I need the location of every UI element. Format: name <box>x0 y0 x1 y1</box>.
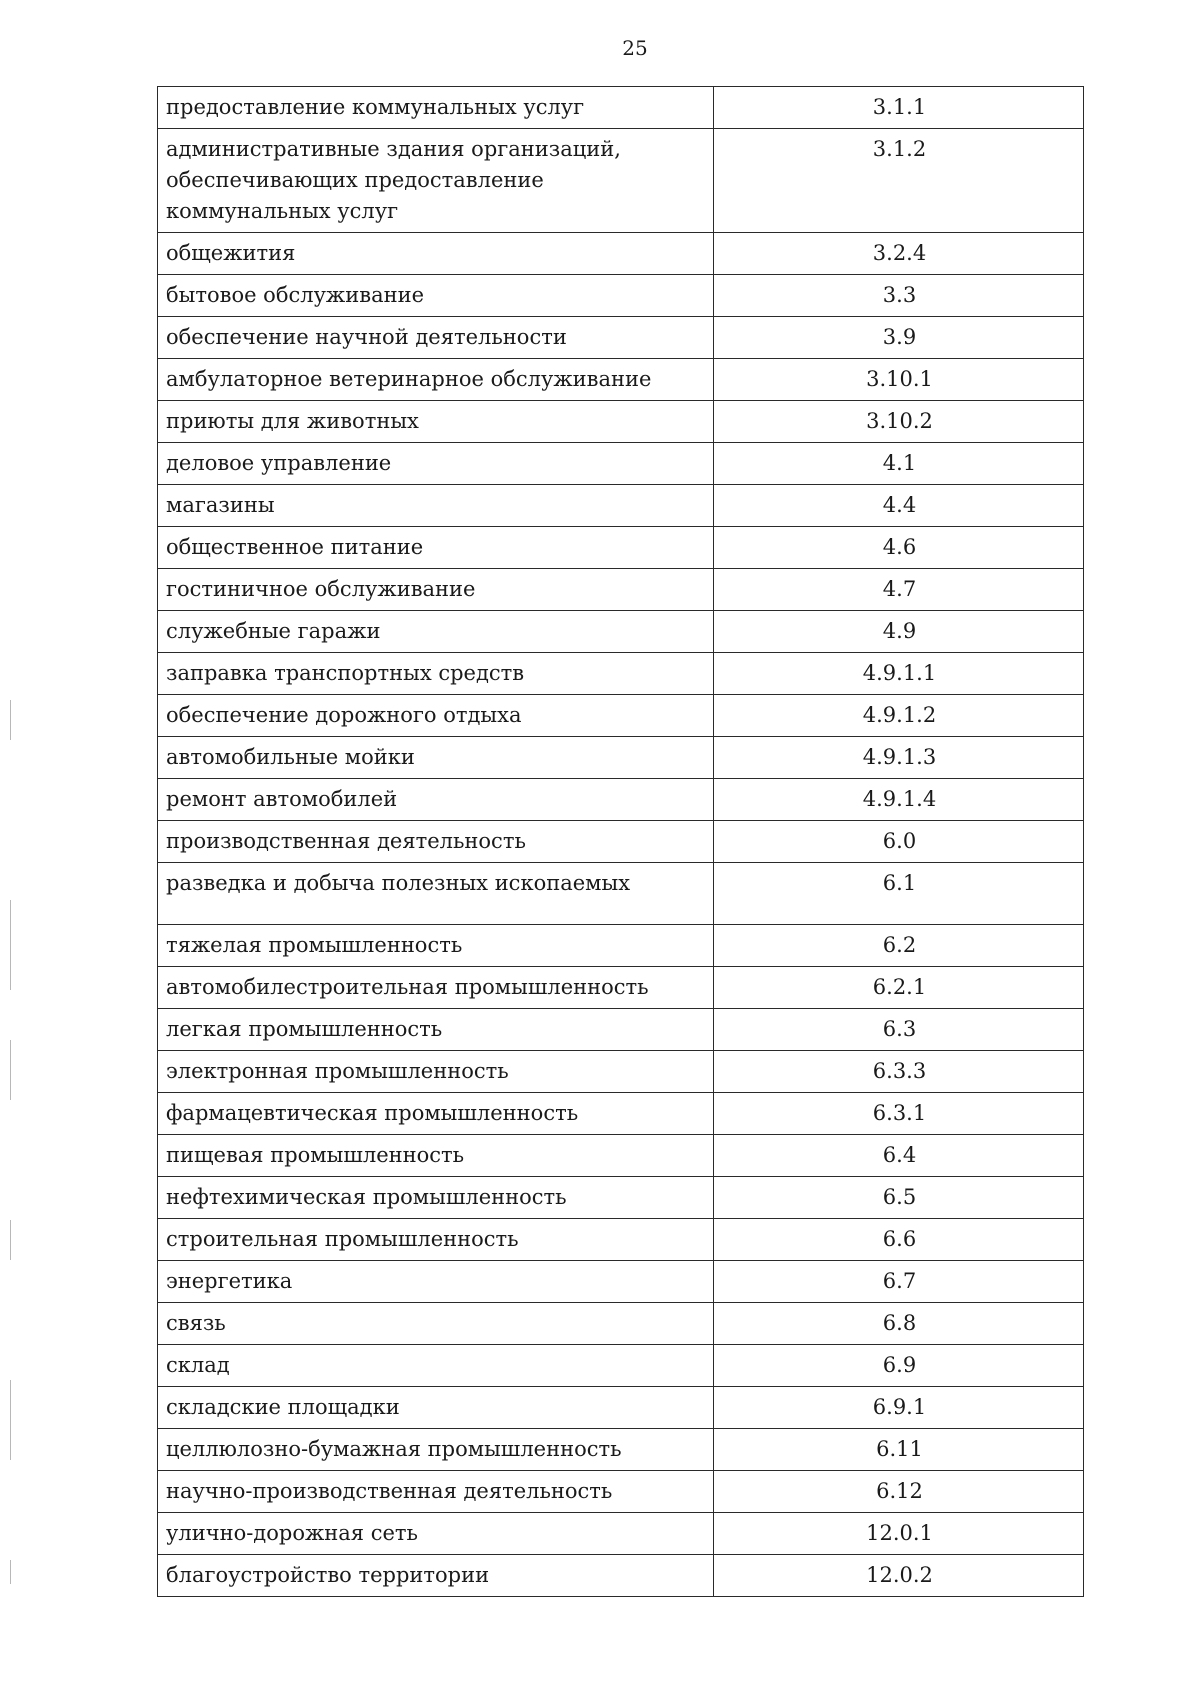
land-use-code-cell: 6.4 <box>714 1135 1084 1177</box>
land-use-type-cell: гостиничное обслуживание <box>158 569 714 611</box>
land-use-code-cell: 3.10.1 <box>714 359 1084 401</box>
land-use-table <box>157 86 1084 1597</box>
table-row <box>158 1219 1084 1261</box>
table-row <box>158 401 1084 443</box>
land-use-type-cell: служебные гаражи <box>158 611 714 653</box>
land-use-code-cell: 6.3 <box>714 1009 1084 1051</box>
land-use-type-cell: автомобилестроительная промышленность <box>158 967 714 1009</box>
table-row <box>158 695 1084 737</box>
table-row <box>158 967 1084 1009</box>
land-use-type-cell: обеспечение дорожного отдыха <box>158 695 714 737</box>
land-use-type-cell: приюты для животных <box>158 401 714 443</box>
land-use-type-cell: нефтехимическая промышленность <box>158 1177 714 1219</box>
land-use-type-cell: обеспечение научной деятельности <box>158 317 714 359</box>
land-use-code-cell: 3.9 <box>714 317 1084 359</box>
table-row <box>158 1429 1084 1471</box>
table-row <box>158 443 1084 485</box>
land-use-code-cell: 12.0.2 <box>714 1555 1084 1597</box>
land-use-code-cell: 3.2.4 <box>714 233 1084 275</box>
land-use-code-cell: 4.6 <box>714 527 1084 569</box>
land-use-code-cell: 6.2.1 <box>714 967 1084 1009</box>
table-row <box>158 1303 1084 1345</box>
table-row <box>158 925 1084 967</box>
land-use-type-cell: деловое управление <box>158 443 714 485</box>
land-use-type-cell: пищевая промышленность <box>158 1135 714 1177</box>
land-use-code-cell: 6.2 <box>714 925 1084 967</box>
land-use-type-cell: легкая промышленность <box>158 1009 714 1051</box>
land-use-code-cell: 6.9 <box>714 1345 1084 1387</box>
table-row <box>158 1051 1084 1093</box>
land-use-code-cell: 4.9.1.1 <box>714 653 1084 695</box>
table-row <box>158 1135 1084 1177</box>
table-row <box>158 233 1084 275</box>
land-use-code-cell: 4.9.1.4 <box>714 779 1084 821</box>
table-row <box>158 129 1084 233</box>
land-use-code-cell: 6.8 <box>714 1303 1084 1345</box>
land-use-code-cell: 3.10.2 <box>714 401 1084 443</box>
table-row <box>158 87 1084 129</box>
table-body <box>158 87 1084 1597</box>
land-use-code-cell: 6.7 <box>714 1261 1084 1303</box>
land-use-type-cell: складские площадки <box>158 1387 714 1429</box>
table-row <box>158 821 1084 863</box>
land-use-type-cell: автомобильные мойки <box>158 737 714 779</box>
land-use-type-cell: энергетика <box>158 1261 714 1303</box>
table-row <box>158 485 1084 527</box>
land-use-code-cell: 3.3 <box>714 275 1084 317</box>
table-row <box>158 1471 1084 1513</box>
table-row <box>158 1177 1084 1219</box>
land-use-type-cell: общественное питание <box>158 527 714 569</box>
land-use-type-cell: амбулаторное ветеринарное обслуживание <box>158 359 714 401</box>
table-row <box>158 1261 1084 1303</box>
table-row <box>158 1093 1084 1135</box>
table-row <box>158 779 1084 821</box>
table-row <box>158 1345 1084 1387</box>
land-use-type-cell: ремонт автомобилей <box>158 779 714 821</box>
land-use-type-cell: предоставление коммунальных услуг <box>158 87 714 129</box>
land-use-code-cell: 6.0 <box>714 821 1084 863</box>
table-row <box>158 1555 1084 1597</box>
table-row <box>158 1009 1084 1051</box>
land-use-type-cell: фармацевтическая промышленность <box>158 1093 714 1135</box>
land-use-code-cell: 4.9 <box>714 611 1084 653</box>
table-row <box>158 275 1084 317</box>
table-row <box>158 569 1084 611</box>
land-use-type-cell: административные здания организаций, обеспечивающих предоставление коммунальных услуг <box>158 129 714 233</box>
land-use-code-cell: 12.0.1 <box>714 1513 1084 1555</box>
land-use-code-cell: 4.9.1.3 <box>714 737 1084 779</box>
land-use-type-cell: производственная деятельность <box>158 821 714 863</box>
land-use-type-cell: целлюлозно-бумажная промышленность <box>158 1429 714 1471</box>
land-use-code-cell: 6.6 <box>714 1219 1084 1261</box>
table-row <box>158 1387 1084 1429</box>
land-use-type-cell: разведка и добыча полезных ископаемых <box>158 863 714 925</box>
land-use-code-cell: 6.11 <box>714 1429 1084 1471</box>
table-row <box>158 1513 1084 1555</box>
table-row <box>158 359 1084 401</box>
land-use-code-cell: 6.3.3 <box>714 1051 1084 1093</box>
land-use-type-cell: магазины <box>158 485 714 527</box>
land-use-type-cell: бытовое обслуживание <box>158 275 714 317</box>
land-use-type-cell: склад <box>158 1345 714 1387</box>
land-use-code-cell: 4.9.1.2 <box>714 695 1084 737</box>
table-row <box>158 317 1084 359</box>
land-use-code-cell: 4.7 <box>714 569 1084 611</box>
table-row <box>158 863 1084 925</box>
land-use-type-cell: заправка транспортных средств <box>158 653 714 695</box>
land-use-type-cell: благоустройство территории <box>158 1555 714 1597</box>
land-use-type-cell: научно-производственная деятельность <box>158 1471 714 1513</box>
land-use-code-cell: 6.3.1 <box>714 1093 1084 1135</box>
table-row <box>158 653 1084 695</box>
land-use-code-cell: 6.12 <box>714 1471 1084 1513</box>
land-use-type-cell: тяжелая промышленность <box>158 925 714 967</box>
land-use-type-cell: связь <box>158 1303 714 1345</box>
table-row <box>158 527 1084 569</box>
land-use-code-cell: 3.1.1 <box>714 87 1084 129</box>
table-row <box>158 737 1084 779</box>
land-use-code-cell: 4.1 <box>714 443 1084 485</box>
land-use-code-cell: 6.1 <box>714 863 1084 925</box>
page-number: 25 <box>622 36 648 60</box>
land-use-type-cell: электронная промышленность <box>158 1051 714 1093</box>
land-use-code-cell: 3.1.2 <box>714 129 1084 233</box>
land-use-code-cell: 6.9.1 <box>714 1387 1084 1429</box>
land-use-type-cell: улично-дорожная сеть <box>158 1513 714 1555</box>
land-use-type-cell: строительная промышленность <box>158 1219 714 1261</box>
table-row <box>158 611 1084 653</box>
land-use-code-cell: 6.5 <box>714 1177 1084 1219</box>
land-use-code-cell: 4.4 <box>714 485 1084 527</box>
land-use-type-cell: общежития <box>158 233 714 275</box>
